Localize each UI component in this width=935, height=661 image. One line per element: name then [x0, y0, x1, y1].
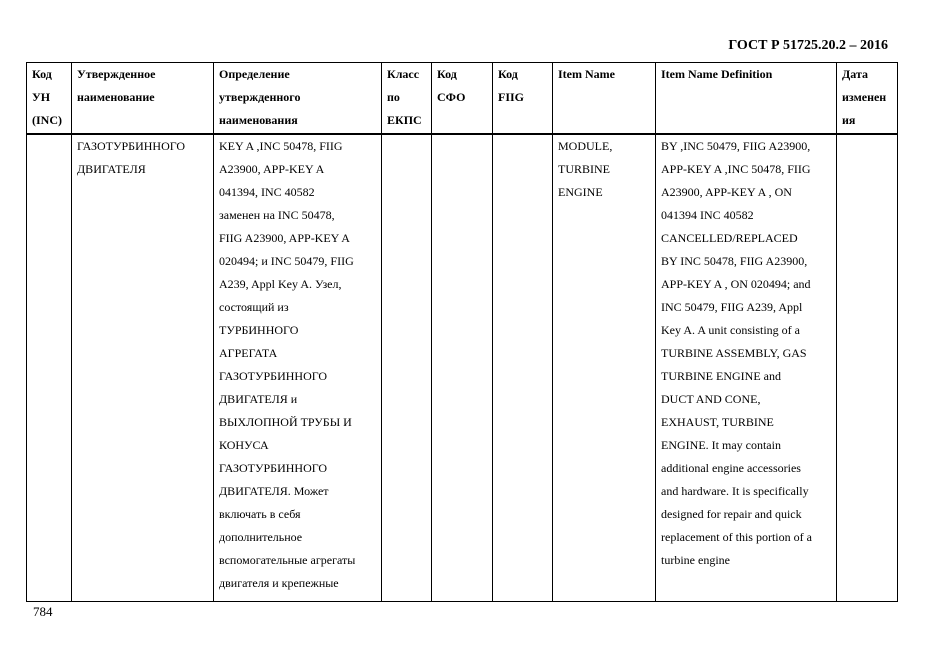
cell-line: Класс: [387, 67, 420, 81]
cell-line: АГРЕГАТА: [219, 346, 278, 360]
cell-definition-en: [656, 134, 837, 602]
cell-item-name: [553, 134, 656, 602]
cell-line: TURBINE ASSEMBLY, GAS: [661, 346, 807, 360]
cell-line: Item Name: [558, 67, 615, 81]
cell-line: УН: [32, 90, 51, 104]
cell-line: наименования: [219, 113, 298, 127]
table-row: [27, 134, 898, 602]
cell-line: ДВИГАТЕЛЯ и: [219, 392, 298, 406]
cell-line: ВЫХЛОПНОЙ ТРУБЫ И: [219, 415, 352, 429]
cell-line: DUCT AND CONE,: [661, 392, 761, 406]
cell-line: Определение: [219, 67, 290, 81]
cell-line: additional engine accessories: [661, 461, 801, 475]
cell-line: Item Name Definition: [661, 67, 773, 81]
cell-line: turbine engine: [661, 553, 730, 567]
cell-approved-name: [72, 134, 214, 602]
cell-line: наименование: [77, 90, 155, 104]
cell-line: СФО: [437, 90, 466, 104]
cell-line: MODULE,: [558, 139, 613, 153]
cell-line: TURBINE: [558, 162, 610, 176]
cell-line: TURBINE ENGINE and: [661, 369, 781, 383]
header-cell-approved-name: [72, 63, 214, 135]
cell-line: изменен: [842, 90, 887, 104]
cell-line: (INC): [32, 113, 62, 127]
cell-line: INC 50479, FIIG A239, Appl: [661, 300, 803, 314]
cell-line: CANCELLED/REPLACED: [661, 231, 798, 245]
cell-line: ГАЗОТУРБИННОГО: [219, 369, 328, 383]
header-cell-date: [837, 63, 898, 135]
cell-line: ДВИГАТЕЛЯ. Может: [219, 484, 329, 498]
cell-line: FIIG A23900, APP-KEY A: [219, 231, 350, 245]
cell-line: дополнительное: [219, 530, 303, 544]
cell-line: FIIG: [498, 90, 525, 104]
cell-line: состоящий из: [219, 300, 289, 314]
cell-line: Код: [498, 67, 518, 81]
cell-line: designed for repair and quick: [661, 507, 802, 521]
cell-line: включать в себя: [219, 507, 301, 521]
header-cell-definition-en: [656, 63, 837, 135]
cell-line: ENGINE: [558, 185, 603, 199]
cell-line: and hardware. It is specifically: [661, 484, 809, 498]
cell-line: APP-KEY A ,INC 50478, FIIG: [661, 162, 811, 176]
header-cell-class: [382, 63, 432, 135]
cell-line: Key A. A unit consisting of a: [661, 323, 800, 337]
cell-line: 020494; и INC 50479, FIIG: [219, 254, 354, 268]
cell-line: ТУРБИННОГО: [219, 323, 299, 337]
cell-line: EXHAUST, TURBINE: [661, 415, 774, 429]
cell-line: ГАЗОТУРБИННОГО: [219, 461, 328, 475]
document-standard-title: ГОСТ Р 51725.20.2 – 2016: [728, 38, 888, 53]
cell-line: BY INC 50478, FIIG A23900,: [661, 254, 808, 268]
cell-line: ия: [842, 113, 856, 127]
cell-line: КОНУСА: [219, 438, 269, 452]
cell-line: двигателя и крепежные: [219, 576, 339, 590]
cell-line: Дата: [842, 67, 868, 81]
cell-line: A23900, APP-KEY A: [219, 162, 325, 176]
cell-line: ЕКПС: [387, 113, 422, 127]
cell-line: ГАЗОТУРБИННОГО: [77, 139, 186, 153]
cell-fiig: [493, 134, 553, 602]
page-number: 784: [33, 604, 53, 619]
cell-sfo: [432, 134, 493, 602]
header-row: [27, 63, 898, 135]
cell-line: replacement of this portion of a: [661, 530, 812, 544]
cell-definition-ru: [214, 134, 382, 602]
header-cell-fiig: [493, 63, 553, 135]
cell-line: BY ,INC 50479, FIIG A23900,: [661, 139, 811, 153]
cell-line: A23900, APP-KEY A , ON: [661, 185, 792, 199]
cell-line: A239, Appl Key A. Узел,: [219, 277, 342, 291]
header-cell-sfo: [432, 63, 493, 135]
cell-line: Код: [437, 67, 457, 81]
cell-line: ДВИГАТЕЛЯ: [77, 162, 146, 176]
cell-line: Утвержденное: [77, 67, 156, 81]
cell-line: по: [387, 90, 400, 104]
cell-date: [837, 134, 898, 602]
cell-line: 041394 INC 40582: [661, 208, 754, 222]
cell-line: ENGINE. It may contain: [661, 438, 781, 452]
cell-line: вспомогательные агрегаты: [219, 553, 356, 567]
header-cell-item-name: [553, 63, 656, 135]
cell-line: APP-KEY A , ON 020494; and: [661, 277, 811, 291]
spec-table: [26, 62, 898, 602]
header-cell-inc: [27, 63, 72, 135]
cell-line: Код: [32, 67, 52, 81]
cell-line: заменен на INC 50478,: [219, 208, 335, 222]
cell-inc: [27, 134, 72, 602]
cell-line: утвержденного: [219, 90, 301, 104]
cell-class: [382, 134, 432, 602]
cell-line: 041394, INC 40582: [219, 185, 315, 199]
cell-line: KEY A ,INC 50478, FIIG: [219, 139, 343, 153]
header-cell-definition-ru: [214, 63, 382, 135]
